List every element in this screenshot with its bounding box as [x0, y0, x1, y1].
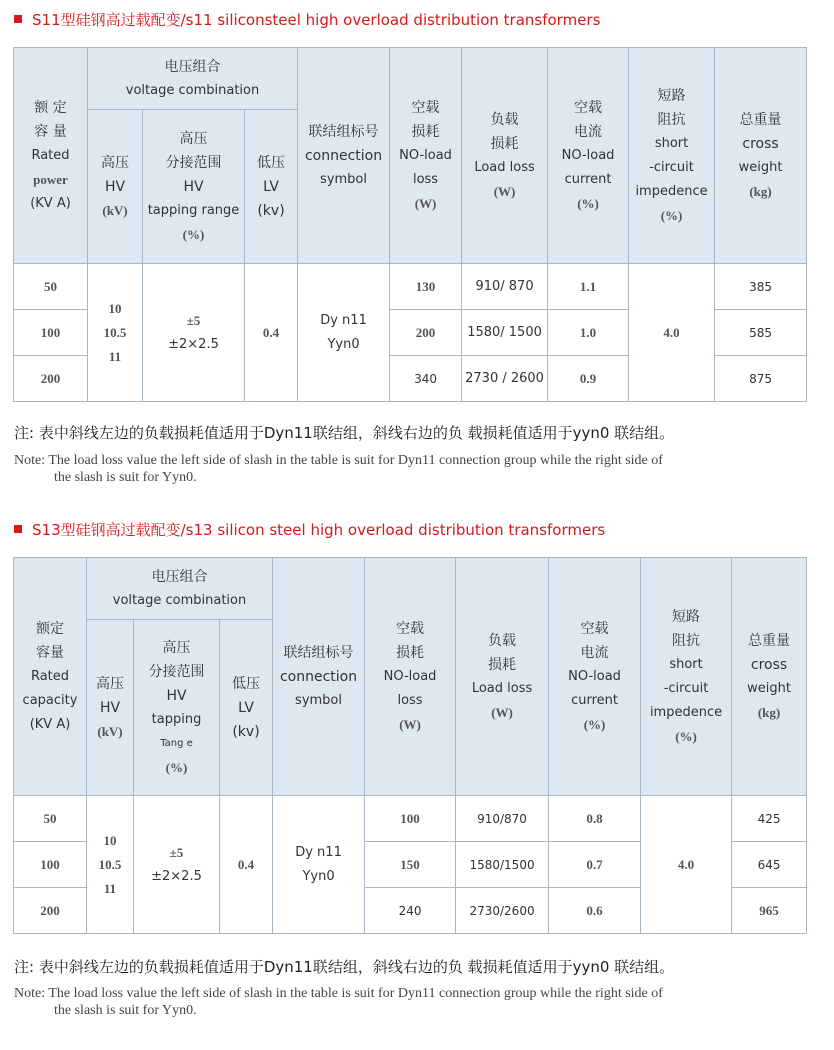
- s13-note-en: Note: The load loss value the left side of slash in the table is suit for Dyn11 connection group while the right side of the slash is suit for Yyn0.: [14, 986, 663, 1018]
- cell-no-load-loss: 150: [365, 842, 456, 888]
- header-hv-tapping-range: 高压 分接范围 HV tapping Tang e (%): [134, 620, 220, 796]
- header-rated-capacity: 额定 容量 Rated capacity (KV A): [14, 558, 87, 796]
- cell-no-load-loss: 100: [365, 796, 456, 842]
- cell-weight: 875: [715, 356, 807, 402]
- header-load-loss: 负载 损耗 Load loss (W): [456, 558, 549, 796]
- cell-weight: 965: [732, 888, 807, 934]
- header-rated-power: 额 定 容 量 Rated power (KV A): [14, 48, 88, 264]
- header-no-load-loss: 空载 损耗 NO-load loss (W): [365, 558, 456, 796]
- cell-no-load-loss: 240: [365, 888, 456, 934]
- s13-spec-table: [13, 557, 807, 934]
- cell-load-loss: 910/870: [456, 796, 549, 842]
- cell-tapping-values: ±5 ±2×2.5: [134, 796, 220, 934]
- cell-connection-values: Dy n11 Yyn0: [273, 796, 365, 934]
- cell-load-loss: 2730/2600: [456, 888, 549, 934]
- header-gross-weight: 总重量 cross weight (kg): [732, 558, 807, 796]
- s13-section-title: S13型硅钢高过载配变/s13 silicon steel high overload distribution transformers: [14, 519, 605, 540]
- header-no-load-current: 空载 电流 NO-load current (%): [549, 558, 641, 796]
- header-connection-symbol: 联结组标号 connection symbol: [298, 48, 390, 264]
- cell-weight: 585: [715, 310, 807, 356]
- cell-lv-value: 0.4: [220, 796, 273, 934]
- header-lv: 低压 LV (kv): [245, 110, 298, 264]
- cell-weight: 385: [715, 264, 807, 310]
- header-no-load-loss: 空载 损耗 NO-load loss (W): [390, 48, 462, 264]
- cell-hv-values: 10 10.5 11: [88, 264, 143, 402]
- s11-note-en: Note: The load loss value the left side of slash in the table is suit for Dyn11 connection group while the right side of the slash is suit for Yyn0.: [14, 453, 663, 485]
- header-no-load-current: 空载 电流 NO-load current (%): [548, 48, 629, 264]
- cell-connection-values: Dy n11 Yyn0: [298, 264, 390, 402]
- s11-spec-table: [13, 47, 807, 402]
- s11-section-title: S11型硅钢高过载配变/s11 siliconsteel high overload distribution transformers: [14, 9, 600, 30]
- cell-no-load-loss: 200: [390, 310, 462, 356]
- red-square-icon: [14, 15, 22, 23]
- cell-tapping-values: ±5 ±2×2.5: [143, 264, 245, 402]
- cell-no-load-current: 0.6: [549, 888, 641, 934]
- cell-capacity: 200: [14, 356, 88, 402]
- cell-impedance-value: 4.0: [629, 264, 715, 402]
- header-hv: 高压 HV (kV): [88, 110, 143, 264]
- cell-no-load-current: 1.0: [548, 310, 629, 356]
- header-lv: 低压 LV (kv): [220, 620, 273, 796]
- table-row: [14, 264, 807, 310]
- cell-capacity: 100: [14, 310, 88, 356]
- cell-weight: 425: [732, 796, 807, 842]
- cell-no-load-current: 0.7: [549, 842, 641, 888]
- cell-no-load-current: 0.9: [548, 356, 629, 402]
- s11-note-cn: 注: 表中斜线左边的负载损耗值适用于Dyn11联结组，斜线右边的负 载损耗值适用于yyn0 联结组。: [14, 424, 675, 442]
- cell-load-loss: 910/ 870: [462, 264, 548, 310]
- header-connection-symbol: 联结组标号 connection symbol: [273, 558, 365, 796]
- header-short-circuit-impedance: 短路 阻抗 short -circuit impedence (%): [629, 48, 715, 264]
- header-gross-weight: 总重量 cross weight (kg): [715, 48, 807, 264]
- cell-no-load-loss: 130: [390, 264, 462, 310]
- cell-capacity: 200: [14, 888, 87, 934]
- cell-impedance-value: 4.0: [641, 796, 732, 934]
- table-row: [14, 796, 807, 842]
- cell-lv-value: 0.4: [245, 264, 298, 402]
- s13-note-cn: 注: 表中斜线左边的负载损耗值适用于Dyn11联结组，斜线右边的负 载损耗值适用于yyn0 联结组。: [14, 958, 675, 976]
- cell-no-load-current: 0.8: [549, 796, 641, 842]
- header-load-loss: 负载 损耗 Load loss (W): [462, 48, 548, 264]
- header-voltage-combination: 电压组合 voltage combination: [88, 48, 298, 110]
- cell-load-loss: 1580/1500: [456, 842, 549, 888]
- header-voltage-combination: 电压组合 voltage combination: [87, 558, 273, 620]
- cell-weight: 645: [732, 842, 807, 888]
- red-square-icon: [14, 525, 22, 533]
- cell-capacity: 50: [14, 796, 87, 842]
- cell-load-loss: 2730 / 2600: [462, 356, 548, 402]
- cell-hv-values: 10 10.5 11: [87, 796, 134, 934]
- cell-load-loss: 1580/ 1500: [462, 310, 548, 356]
- header-short-circuit-impedance: 短路 阻抗 short -circuit impedence (%): [641, 558, 732, 796]
- cell-capacity: 50: [14, 264, 88, 310]
- cell-no-load-current: 1.1: [548, 264, 629, 310]
- header-hv: 高压 HV (kV): [87, 620, 134, 796]
- cell-capacity: 100: [14, 842, 87, 888]
- cell-no-load-loss: 340: [390, 356, 462, 402]
- header-hv-tapping-range: 高压 分接范围 HV tapping range (%): [143, 110, 245, 264]
